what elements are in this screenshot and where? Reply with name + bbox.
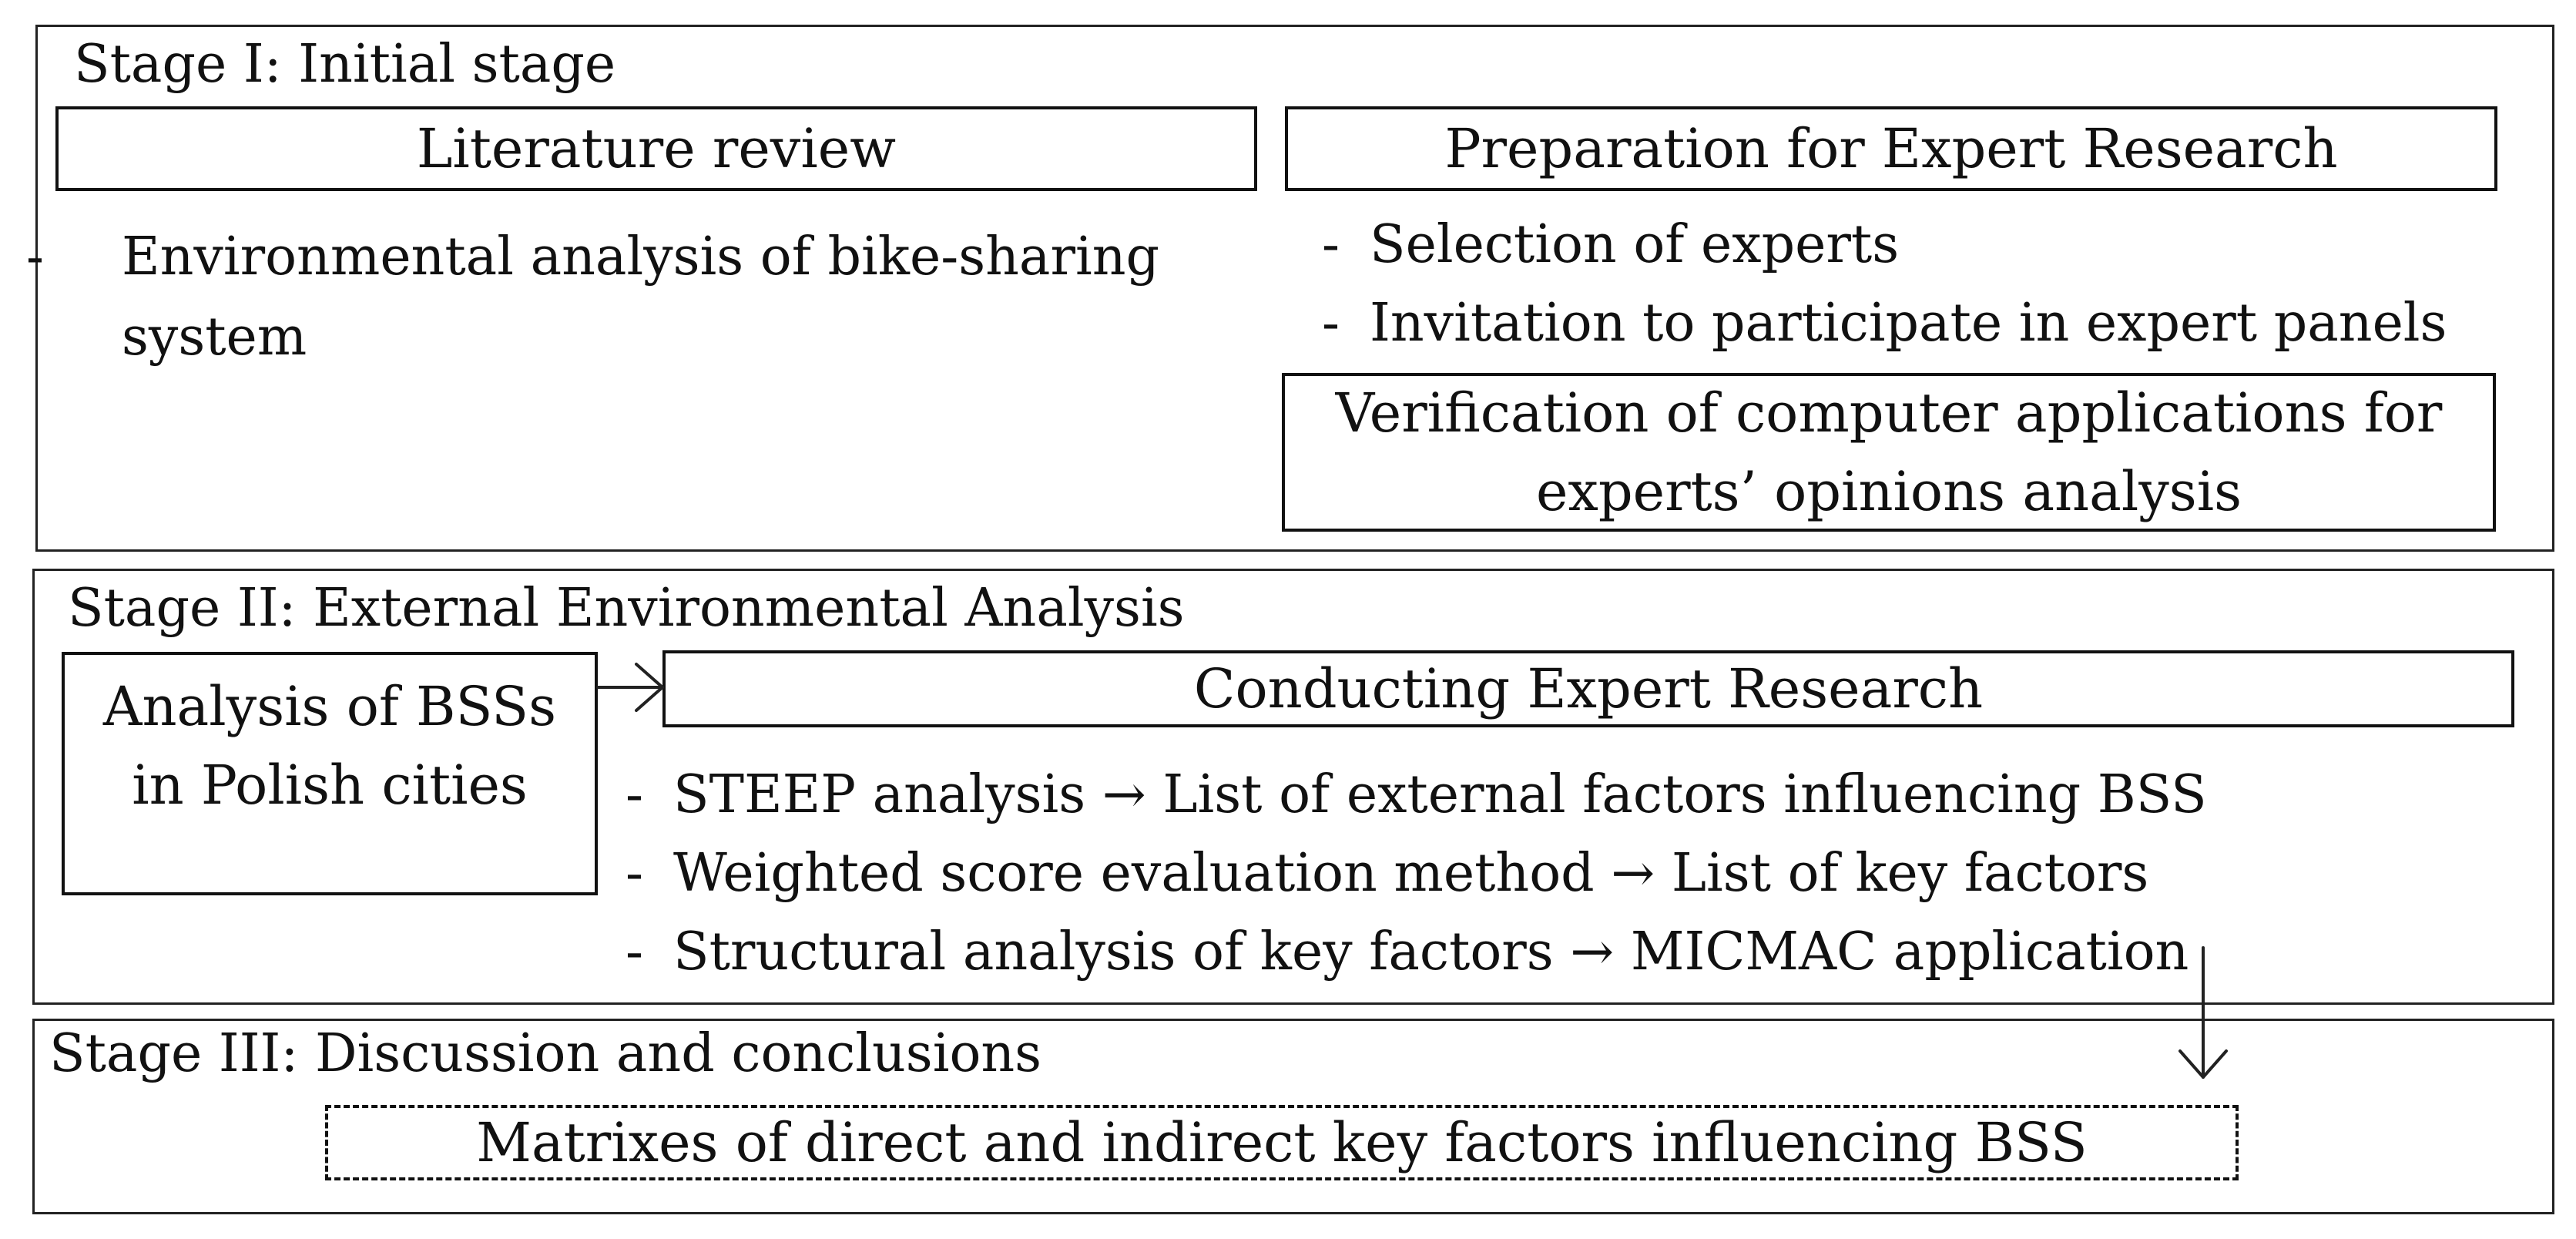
conducting-item-2-text: Weighted score evaluation method → List of key factors [673,843,2149,904]
bullet-dash: - [26,227,44,287]
bullet-dash: - [626,922,643,982]
bullet-dash: - [626,843,643,904]
arrow-analysis-to-conducting [598,664,662,710]
conducting-item-1-text: STEEP analysis → List of external factors influencing BSS [673,764,2207,825]
verification-text: Verification of computer applications for experts’ opinions analysis [1335,381,2443,523]
stage-1-title: Stage I: Initial stage [74,34,616,95]
conducting-research-heading: Conducting Expert Research [1193,657,1984,720]
literature-item-1-text: Environmental analysis of bike-sharing system [122,227,1160,368]
arrow-conducting-to-matrixes [2180,948,2226,1077]
literature-review-heading: Literature review [416,117,897,180]
stage-3-title: Stage III: Discussion and conclusions [49,1023,1042,1084]
conducting-item-3-text: Structural analysis of key factors → MICMAC application [673,922,2189,982]
preparation-item-2-text: Invitation to participate in expert panels [1370,293,2447,354]
matrixes-text: Matrixes of direct and indirect key factors influencing BSS [476,1111,2088,1174]
bullet-dash: - [1322,293,1340,354]
stage-2-title: Stage II: External Environmental Analysis [68,578,1185,639]
bullet-dash: - [1322,214,1340,275]
preparation-item-1-text: Selection of experts [1370,214,1900,275]
preparation-heading: Preparation for Expert Research [1444,117,2338,180]
bullet-dash: - [626,764,643,825]
analysis-bss-text: Analysis of BSSs in Polish cities [102,675,557,817]
